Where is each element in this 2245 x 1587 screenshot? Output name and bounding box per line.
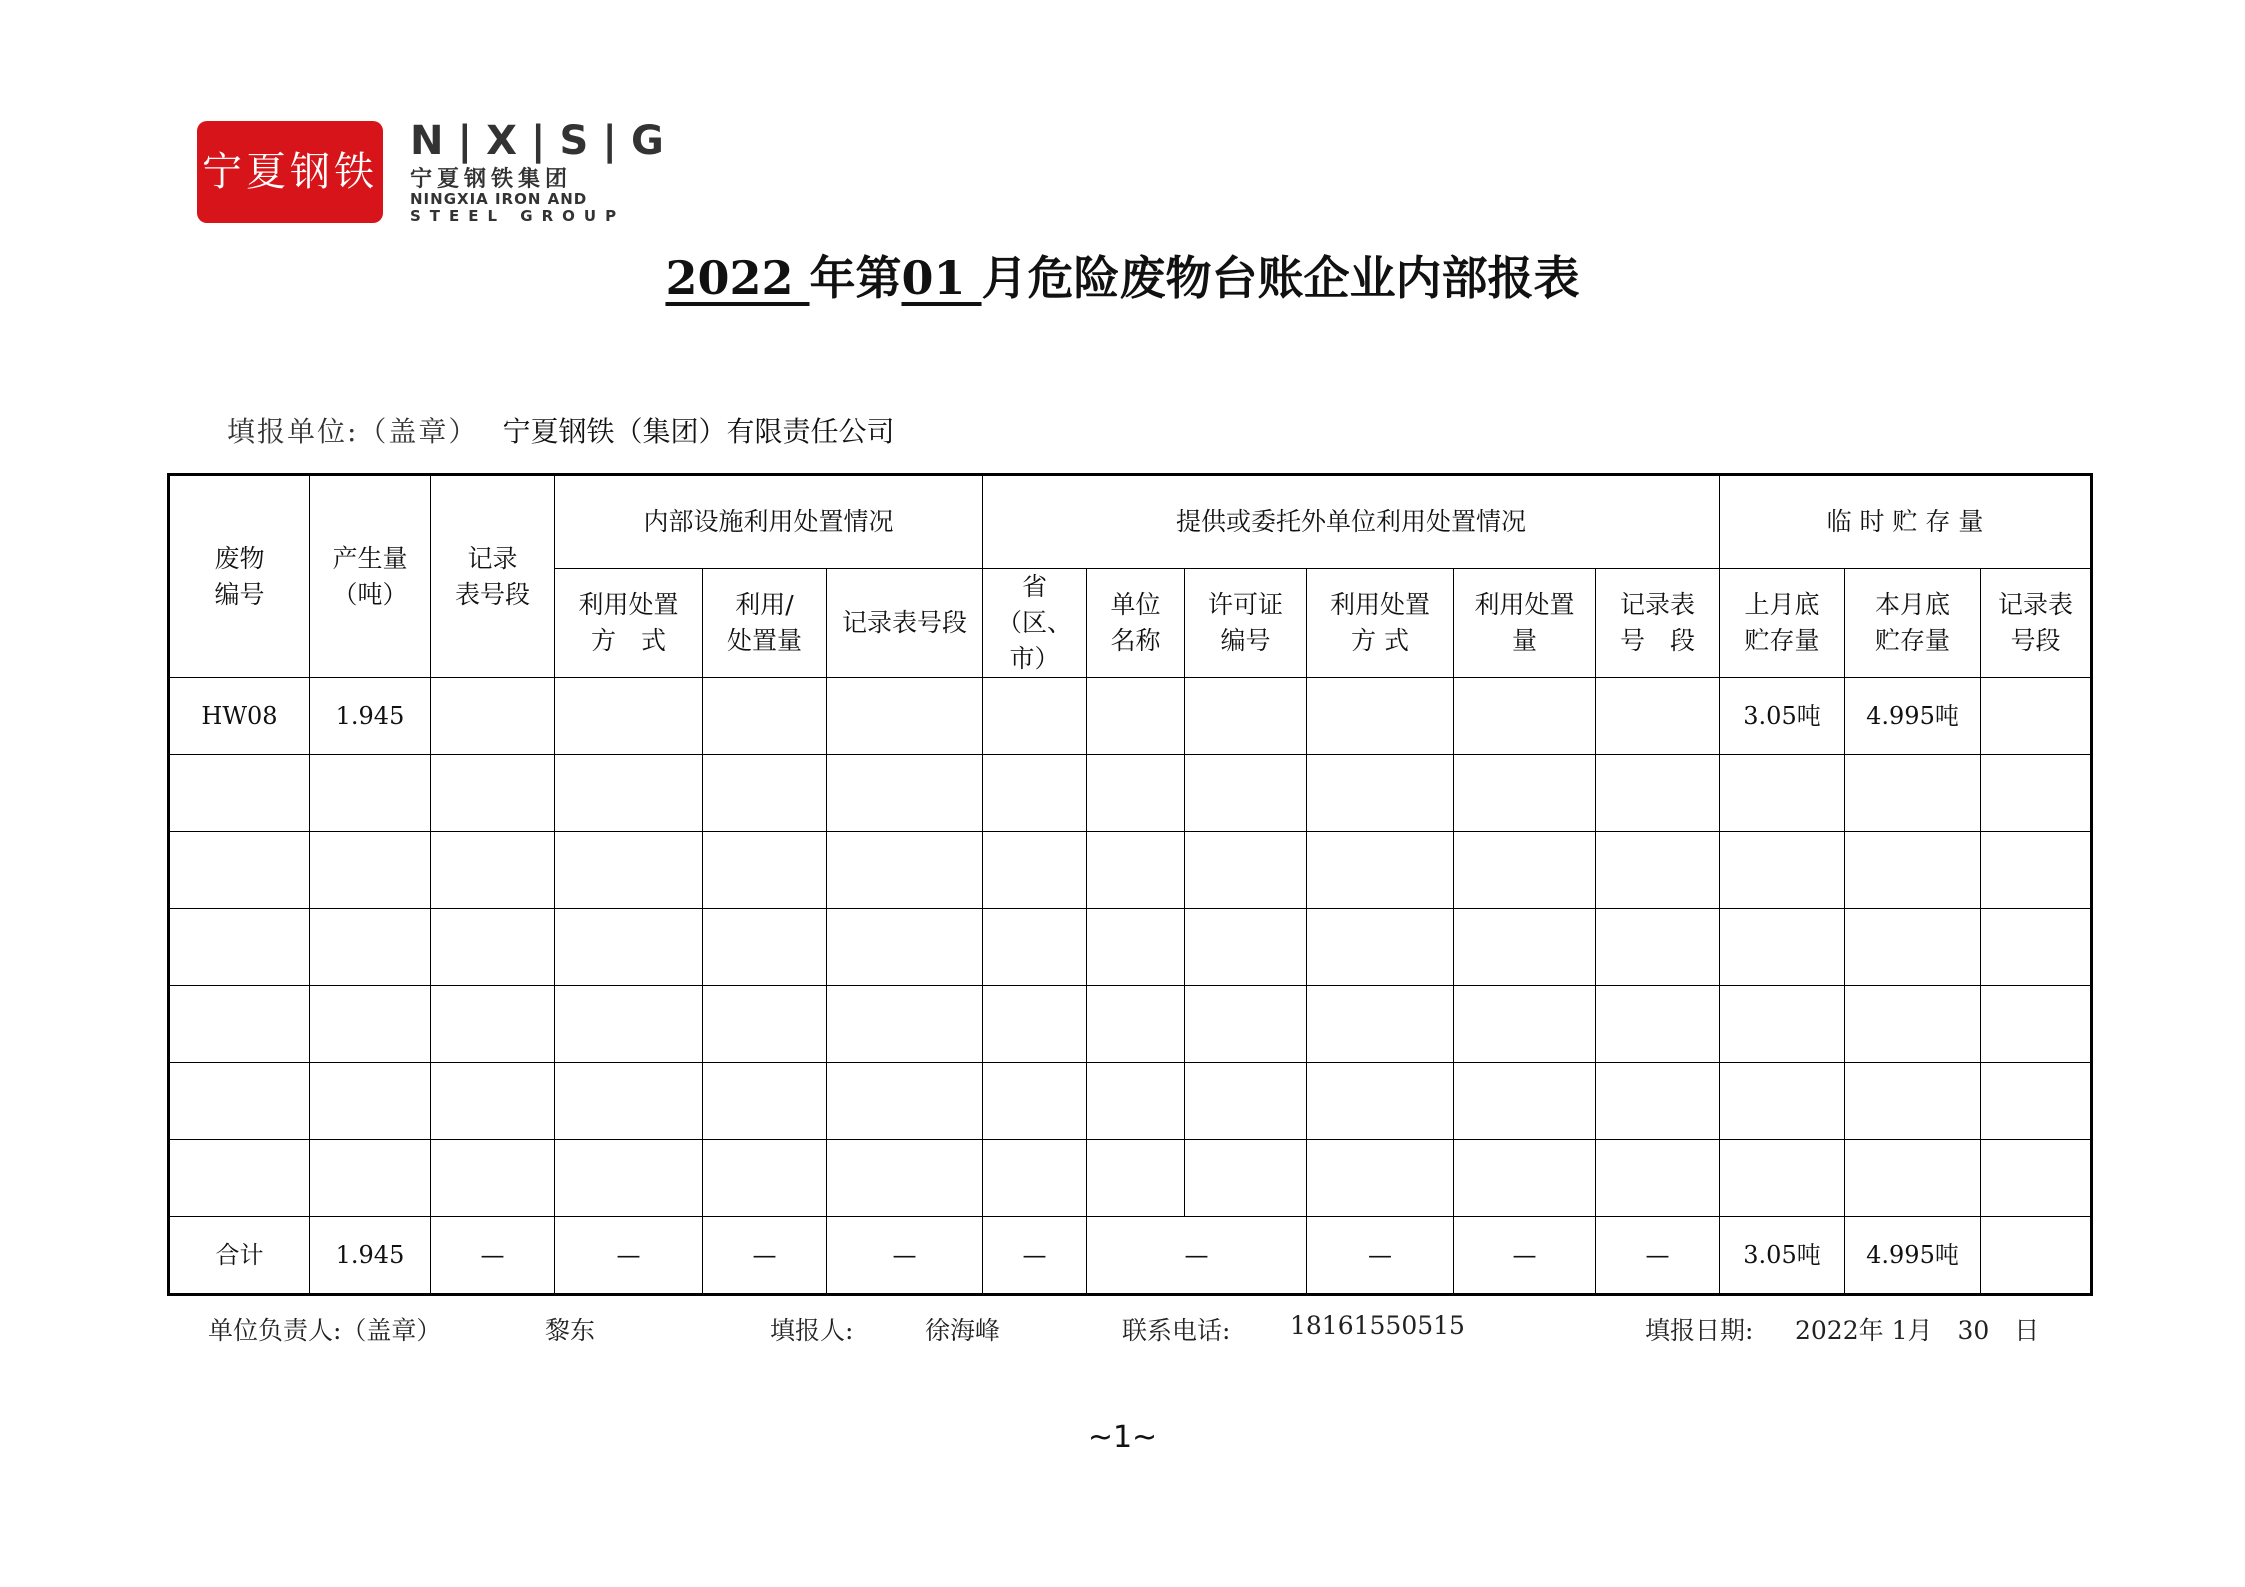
table-cell (169, 909, 310, 986)
table-cell (1087, 755, 1185, 832)
table-cell (1596, 1140, 1720, 1217)
page-title (0, 242, 2245, 308)
table-cell: 4.995吨 (1845, 678, 1981, 755)
table-cell (1845, 909, 1981, 986)
title-rest: 月危险废物台账企业内部报表 (981, 251, 1580, 305)
logo-en-name-1: NINGXIA IRON AND (410, 190, 588, 208)
table-cell (169, 1063, 310, 1140)
table-cell (431, 1140, 555, 1217)
logo-en-name-2: STEEL GROUP (410, 207, 626, 225)
table-cell (983, 986, 1087, 1063)
unit-value: 宁夏钢铁（集团）有限责任公司 (502, 415, 895, 448)
table-cell: 3.05吨 (1720, 678, 1845, 755)
logo-abbr: N|X|S|G (410, 118, 678, 164)
sub-header-cell: 记录表 号段 (1981, 569, 2092, 678)
header-external: 提供或委托外单位利用处置情况 (983, 475, 1720, 569)
sub-header-cell: 省（区、 市） (983, 569, 1087, 678)
sub-header-cell: 利用处置 量 (1454, 569, 1596, 678)
total-cell: — (827, 1217, 983, 1295)
table-cell (983, 832, 1087, 909)
sub-header-cell: 单位 名称 (1087, 569, 1185, 678)
table-cell (431, 986, 555, 1063)
table-cell (555, 909, 703, 986)
table-cell (827, 755, 983, 832)
table-cell (169, 755, 310, 832)
table-cell: HW08 (169, 678, 310, 755)
table-cell: 1.945 (310, 678, 431, 755)
reporting-unit (227, 410, 894, 450)
sub-header-cell: 本月底 贮存量 (1845, 569, 1981, 678)
leader-name: 黎东 (545, 1316, 596, 1345)
sub-header-cell: 利用处置 方 式 (1307, 569, 1454, 678)
table-cell (1454, 986, 1596, 1063)
table-cell (1454, 1140, 1596, 1217)
table-cell (1720, 1063, 1845, 1140)
table-cell (827, 909, 983, 986)
table-cell (310, 1063, 431, 1140)
sub-header-cell: 利用/ 处置量 (703, 569, 827, 678)
table-cell (1596, 678, 1720, 755)
table-cell (1185, 986, 1307, 1063)
table-cell (555, 678, 703, 755)
table-cell (1307, 1063, 1454, 1140)
date-label: 填报日期: (1645, 1316, 1754, 1345)
table-cell (1720, 755, 1845, 832)
table-cell (1720, 1140, 1845, 1217)
table-row (169, 755, 2092, 832)
table-cell (555, 1063, 703, 1140)
total-cell: 4.995吨 (1845, 1217, 1981, 1295)
table-cell (1454, 832, 1596, 909)
table-cell (1185, 678, 1307, 755)
table-cell (1307, 986, 1454, 1063)
table-cell (703, 678, 827, 755)
total-cell: — (555, 1217, 703, 1295)
title-month: 01 (901, 251, 982, 305)
total-cell: — (1087, 1217, 1307, 1295)
title-mid: 年第 (809, 251, 902, 305)
table-cell (1307, 1140, 1454, 1217)
table-cell (310, 832, 431, 909)
total-cell: 1.945 (310, 1217, 431, 1295)
table-cell (703, 986, 827, 1063)
table-row (169, 678, 2092, 755)
table-cell (1720, 909, 1845, 986)
table-cell (1720, 986, 1845, 1063)
table-cell (1981, 678, 2092, 755)
total-cell: — (1596, 1217, 1720, 1295)
table-cell (431, 909, 555, 986)
report-date: 2022年 1月 30 日 (1795, 1316, 2040, 1345)
table-cell (1087, 1063, 1185, 1140)
company-seal-logo: 宁夏 钢铁 (197, 121, 383, 223)
table-cell (1596, 1063, 1720, 1140)
table-cell (703, 1140, 827, 1217)
table-cell (310, 909, 431, 986)
table-cell (431, 1063, 555, 1140)
table-cell (1087, 832, 1185, 909)
table-cell (983, 678, 1087, 755)
sub-header-cell: 记录表 号 段 (1596, 569, 1720, 678)
table-cell (983, 755, 1087, 832)
table-cell (1981, 1063, 2092, 1140)
table-row (169, 1063, 2092, 1140)
leader-label: 单位负责人:（盖章） (208, 1316, 442, 1345)
table-cell (169, 986, 310, 1063)
table-cell (1454, 1063, 1596, 1140)
table-cell (827, 832, 983, 909)
table-cell (1845, 1140, 1981, 1217)
table-cell (1307, 909, 1454, 986)
table-cell (1845, 755, 1981, 832)
table-cell (703, 1063, 827, 1140)
table-cell (1454, 678, 1596, 755)
table-cell (431, 832, 555, 909)
sub-header-cell: 利用处置 方 式 (555, 569, 703, 678)
table-cell (310, 755, 431, 832)
table-cell (555, 1140, 703, 1217)
waste-ledger-table (167, 473, 2093, 1296)
table-cell (1596, 986, 1720, 1063)
table-cell (703, 909, 827, 986)
header-record: 记录 表号段 (431, 475, 555, 678)
table-cell (1307, 678, 1454, 755)
table-cell (1845, 986, 1981, 1063)
title-year: 2022 (665, 251, 810, 305)
page-number: ~1~ (1087, 1420, 1158, 1455)
table-cell (1185, 1140, 1307, 1217)
table-cell (983, 909, 1087, 986)
table-cell (1454, 755, 1596, 832)
table-cell (827, 986, 983, 1063)
total-cell: — (703, 1217, 827, 1295)
total-label: 合计 (169, 1217, 310, 1295)
table-row (169, 909, 2092, 986)
total-cell: 3.05吨 (1720, 1217, 1845, 1295)
phone-number: 18161550515 (1290, 1311, 1465, 1340)
total-cell (1981, 1217, 2092, 1295)
table-cell (555, 986, 703, 1063)
table-cell (1596, 832, 1720, 909)
table-cell (1087, 909, 1185, 986)
sub-header-cell: 记录表号段 (827, 569, 983, 678)
table-cell (1981, 986, 2092, 1063)
logo-cn-name: 宁夏钢铁集团 (410, 167, 573, 192)
table-cell (1185, 755, 1307, 832)
table-cell (1981, 909, 2092, 986)
table-cell (1087, 678, 1185, 755)
table-cell (983, 1140, 1087, 1217)
table-cell (310, 986, 431, 1063)
phone-label: 联系电话: (1122, 1316, 1231, 1345)
table-row (169, 986, 2092, 1063)
header-storage: 临 时 贮 存 量 (1720, 475, 2092, 569)
table-cell (827, 1140, 983, 1217)
table-cell (983, 1063, 1087, 1140)
unit-label: 填报单位:（盖章） (227, 415, 479, 448)
table-cell (1087, 986, 1185, 1063)
table-cell (1845, 832, 1981, 909)
table-cell (1845, 1063, 1981, 1140)
header-amount: 产生量 （吨） (310, 475, 431, 678)
table-cell (1454, 909, 1596, 986)
total-row (169, 1217, 2092, 1295)
total-cell: — (983, 1217, 1087, 1295)
table-cell (1981, 1140, 2092, 1217)
table-row (169, 832, 2092, 909)
sub-header-cell: 上月底 贮存量 (1720, 569, 1845, 678)
table-cell (703, 755, 827, 832)
table-cell (1596, 755, 1720, 832)
filler-name: 徐海峰 (925, 1316, 1001, 1345)
table-cell (310, 1140, 431, 1217)
header-waste-code: 废物 编号 (169, 475, 310, 678)
table-cell (1981, 832, 2092, 909)
table-cell (827, 678, 983, 755)
table-cell (827, 1063, 983, 1140)
table-cell (703, 832, 827, 909)
table-cell (1185, 909, 1307, 986)
table-cell (1596, 909, 1720, 986)
table-cell (431, 678, 555, 755)
table-cell (431, 755, 555, 832)
total-cell: — (1454, 1217, 1596, 1295)
table-row (169, 1140, 2092, 1217)
total-cell: — (431, 1217, 555, 1295)
table-cell (1981, 755, 2092, 832)
header-internal: 内部设施利用处置情况 (555, 475, 983, 569)
table-cell (1185, 832, 1307, 909)
sub-header-cell: 许可证 编号 (1185, 569, 1307, 678)
table-cell (1307, 755, 1454, 832)
filler-label: 填报人: (770, 1316, 854, 1345)
table-cell (555, 832, 703, 909)
table-cell (169, 1140, 310, 1217)
table-cell (1720, 832, 1845, 909)
table-cell (1185, 1063, 1307, 1140)
total-cell: — (1307, 1217, 1454, 1295)
table-cell (1307, 832, 1454, 909)
table-cell (555, 755, 703, 832)
table-cell (1087, 1140, 1185, 1217)
table-cell (169, 832, 310, 909)
